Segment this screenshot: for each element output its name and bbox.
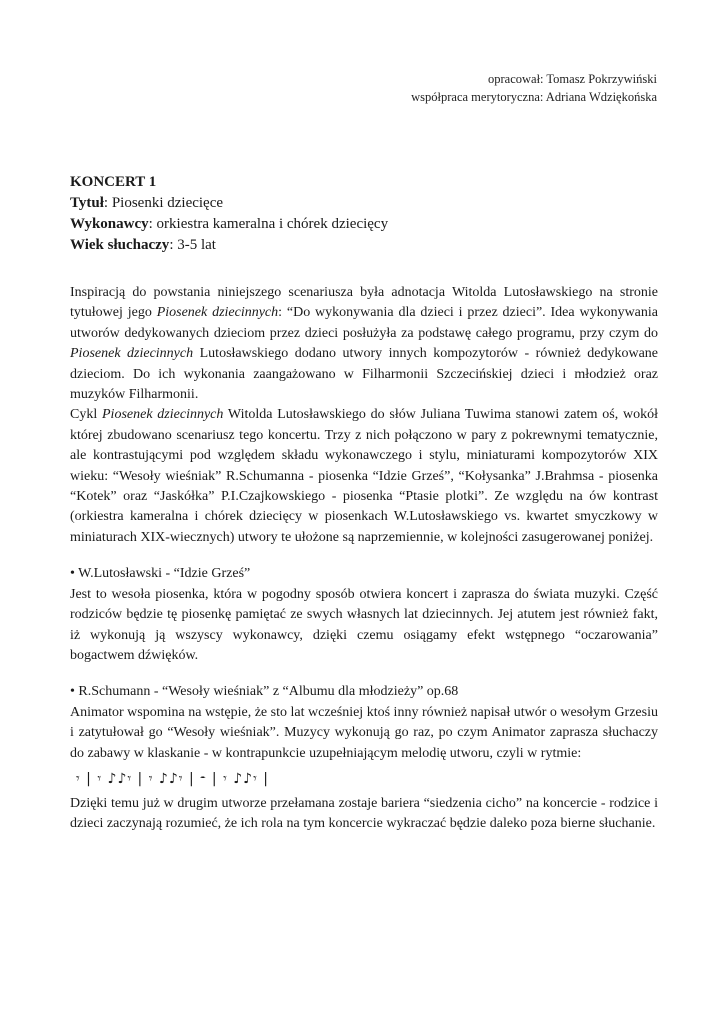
performers-label: Wykonawcy bbox=[70, 216, 149, 232]
intro-paragraph-2: Cykl Piosenek dziecinnych Witolda Lutosławskiego do słów Juliana Tuwima stanowi zatem oś, wokół której zbudowano scenariusz tego koncertu. Trzy z nich połączono w pary z pokrewnymi tematycznie, ale kontrastującymi pod względem składu wykonawczego i stylu, miniaturami kompozytorów XIX wieku: “Wesoły wieśniak” R.Schumanna - piosenka “Idzie Grześ”, “Kołysanka” J.Brahmsa - piosenka “Kotek” oraz “Jaskółka” P.I.Czajkowskiego - piosenka “Ptasie plotki”. Ze względu na ów kontrast (orkiestra kameralna i chórek dziecięcy w piosenkach W.Lutosławskiego vs. kwartet smyczkowy w miniaturach XIX-wiecznych) utwory te ułożone są naprzemiennie, w kolejności zasugerowanej poniżej. bbox=[70, 407, 658, 545]
title-value: : Piosenki dziecięce bbox=[103, 195, 224, 211]
age-label: Wiek słuchaczy bbox=[70, 237, 170, 253]
age-row bbox=[70, 235, 660, 256]
document-body bbox=[70, 283, 658, 835]
intro-paragraph-1: Inspiracją do powstania niniejszego scenariusza była adnotacja Witolda Lutosławskiego na stronie tytułowej jego Piosenek dziecinnych: “Do wykonywania dla dzieci i przez dzieci”. Idea wykonywania utworów dedykowanych dzieciom przez dzieci posłużyła za podstawę całego programu, przy czym do Piosenek dziecinnych Lutosławskiego dodano utwory innych kompozytorów - również dedykowane dzieciom. Do ich wykonania zaangażowano w Filharmonii Szczecińskiej dzieci i młodzież oraz muzyków Filharmonii. bbox=[70, 285, 659, 403]
concert-title-row bbox=[70, 193, 660, 214]
age-value: : 3-5 lat bbox=[169, 237, 216, 253]
item-lutoslawski-text: Jest to wesoła piosenka, która w pogodny sposób otwiera koncert i zaprasza do świata muzyki. Część rodziców będzie tę piosenkę pamiętać ze swych własnych lat dziecinnych. Jej atutem jest również fakt, iż wykonują ją wszyscy wykonawcy, dzięki czemu osiągamy efekt wstępnego “oczarowania” bogactwem dźwięków. bbox=[70, 586, 658, 663]
performers-row bbox=[70, 214, 660, 235]
concert-number: KONCERT 1 bbox=[70, 174, 157, 190]
item-lutoslawski-heading: • W.Lutosławski - “Idzie Grześ” bbox=[70, 566, 251, 582]
credits-block bbox=[411, 70, 657, 106]
item-schumann-conclusion: Dzięki temu już w drugim utworze przełamana zostaje bariera “siedzenia cicho” na koncercie - rodzice i dzieci zaczynają rozumieć, że ich rola na tym koncercie wykraczać będzie daleko poza bierne słuchanie. bbox=[70, 795, 658, 832]
credits-collaborator: współpraca merytoryczna: Adriana Wdziękońska bbox=[411, 90, 657, 104]
credits-author: opracował: Tomasz Pokrzywiński bbox=[487, 72, 657, 86]
title-label: Tytuł bbox=[70, 195, 104, 211]
performers-value: : orkiestra kameralna i chórek dziecięcy bbox=[148, 216, 389, 232]
item-schumann-heading: • R.Schumann - “Wesoły wieśniak” z “Albumu dla młodzieży” op.68 bbox=[70, 684, 459, 700]
item-schumann-text: Animator wspomina na wstępie, że sto lat wcześniej ktoś inny również napisał utwór o wesołym Grzesiu i zatytułował go “Wesoły wieśniak”. Muzycy wykonują go raz, po czym Animator zaprasza słuchaczy do zabawy w klaskanie - w kontrapunkcie uzupełniającym melodię utworu, czyli w rytmie: bbox=[70, 704, 658, 761]
concert-meta bbox=[70, 172, 660, 256]
rhythm-notation: 𝄾 | 𝄾 ♪♪𝄾 | 𝄾 ♪♪𝄾 | 𝄼 | 𝄾 ♪♪𝄾 | bbox=[76, 770, 270, 787]
